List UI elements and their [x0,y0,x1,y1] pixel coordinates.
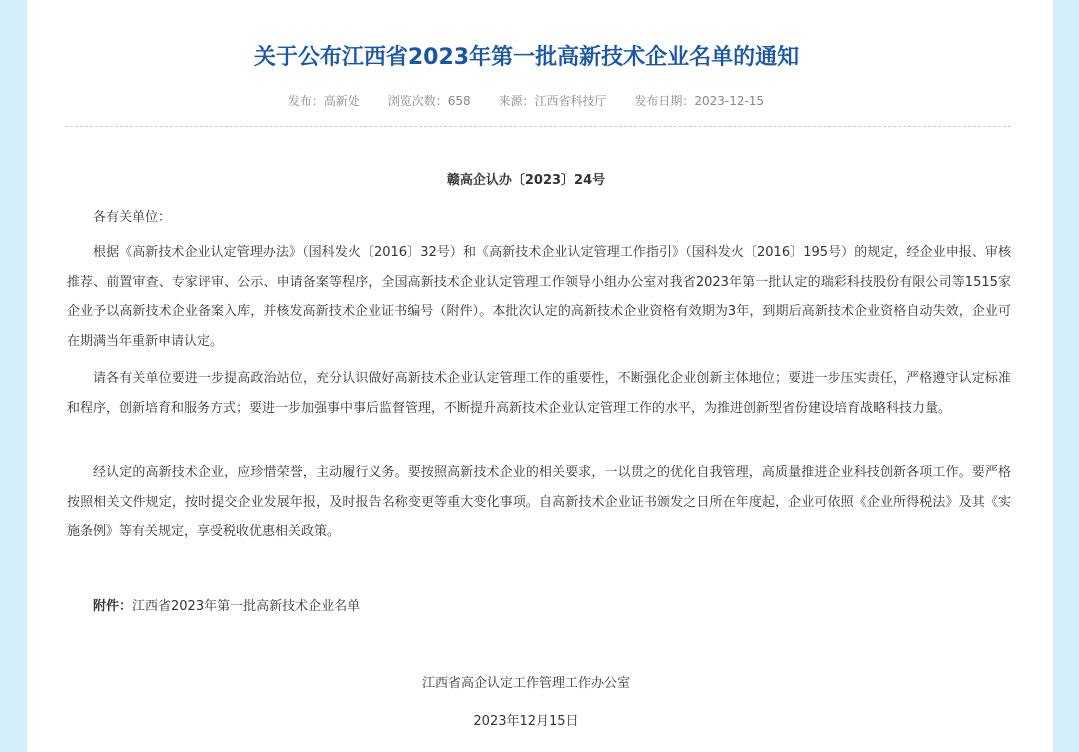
paragraph-text: 经认定的高新技术企业，应珍惜荣誉，主动履行义务。要按照高新技术企业的相关要求，一以贯之的优化自我管理，高质量推进企业科技创新各项工作。要严格按照相关文件规定，按时提交企业发展年报，及时报告名称变更等重大变化事项。自高新技术企业证书颁发之日所在年度起，企业可依照《企业所得税法》及其《实施条例》等有关规定，享受税收优惠相关政策。 [67,465,1011,539]
article-meta [0,92,1052,109]
salutation-text: 各有关单位： [93,210,172,225]
meta-views: 浏览次数：658 [387,94,471,108]
paragraph-text: 请各有关单位要进一步提高政治站位，充分认识做好高新技术企业认定管理工作的重要性，不断强化企业创新主体地位；要进一步压实责任，严格遵守认定标准和程序，创新培育和服务方式；要进一步加强事中事后监督管理，不断提升高新技术企业认定管理工作的水平，为推进创新型省份建设培育战略科技力量。 [67,371,1011,416]
article-title: 关于公布江西省2023年第一批高新技术企业名单的通知 [253,45,800,70]
paragraph-text: 根据《高新技术企业认定管理办法》（国科发火〔2016〕32号）和《高新技术企业认定管理工作指引》（国科发火〔2016〕195号）的规定，经企业申报、审核推荐、前置审查、专家评审、公示、申请备案等程序，全国高新技术企业认定管理工作领导小组办公室对我省2023年第一批认定的瑞彩科技股份有限公司等1515家企业予以高新技术企业备案入库，并核发高新技术企业证书编号（附件）。本批次认定的高新技术企业资格有效期为3年，到期后高新技术企业资格自动失效，企业可在期满当年重新申请认定。 [67,245,1011,349]
paragraph-3 [67,458,1011,547]
document-number: 赣高企认办〔2023〕24号 [446,173,606,188]
signer: 江西省高企认定工作管理工作办公室 [421,676,630,691]
meta-divider [65,126,1011,127]
paragraph-2 [67,364,1011,423]
meta-source: 来源：江西省科技厅 [498,94,607,108]
article-page [27,0,1053,752]
attachment-label: 附件： [93,599,133,614]
sign-date: 2023年12月15日 [473,714,579,729]
attachment-row [67,592,1011,622]
paragraph-1 [67,238,1011,356]
meta-publisher: 发布：高新处 [287,94,360,108]
attachment-link[interactable]: 江西省2023年第一批高新技术企业名单 [132,599,361,614]
meta-date: 发布日期：2023-12-15 [634,94,765,108]
salutation [67,203,1011,233]
